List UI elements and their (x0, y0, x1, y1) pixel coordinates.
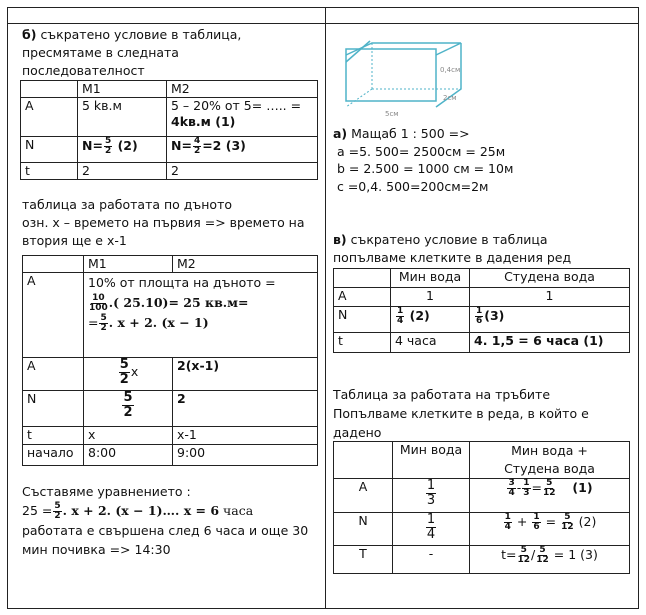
depth-label: 2см (443, 94, 457, 102)
header-cell (21, 81, 78, 98)
cell (393, 479, 470, 513)
fraction (518, 546, 531, 565)
text: .( 25.10)= 25 кв.м= (108, 295, 249, 310)
text-line: мин почивка => 14:30 (22, 542, 171, 557)
cell: 9:00 (173, 445, 318, 466)
numerator: 1 (533, 512, 540, 522)
numerator: 1 (397, 306, 404, 316)
part-v-table (333, 268, 630, 353)
cell: 2 (78, 163, 167, 180)
text-line: таблица за работата по дъното (22, 197, 233, 212)
numerator: 5 (564, 512, 571, 522)
denominator: 2 (119, 372, 129, 387)
box-diagram (340, 40, 470, 125)
fraction (426, 479, 436, 508)
row-label: начало (23, 445, 84, 466)
height-label: 0,4см (440, 66, 461, 74)
text-line: Таблица за работата на тръбите (333, 387, 551, 402)
numerator: 1 (523, 478, 530, 488)
cell (84, 273, 318, 358)
text: N= (171, 138, 192, 153)
denominator: 6 (533, 522, 540, 532)
denominator: 100 (89, 303, 108, 313)
header-cell: M1 (84, 256, 173, 273)
text: (2) (409, 308, 430, 323)
cell: 1 (391, 288, 470, 307)
row-label: A (334, 288, 391, 307)
text: + (516, 514, 528, 529)
text-line: съкратено условие в таблица (350, 232, 548, 247)
fraction (53, 502, 61, 521)
header-cell (334, 442, 393, 479)
numerator: 5 (104, 136, 112, 146)
cell (470, 307, 630, 333)
numerator: 1 (504, 512, 511, 522)
part-b-text (22, 26, 241, 80)
cell (470, 479, 630, 513)
numerator: 1 (426, 478, 436, 493)
text: =2 (3) (202, 138, 246, 153)
fraction (99, 314, 107, 333)
denominator: 2 (100, 323, 107, 333)
text-line: Попълваме клетките в реда, в който е (333, 406, 589, 421)
part-b-line: последователност (22, 63, 145, 78)
denominator: 6 (476, 316, 483, 326)
cell (393, 513, 470, 546)
part-b-table (20, 80, 318, 180)
fraction (543, 479, 556, 498)
text-line: дадено (333, 425, 382, 440)
header-cell (470, 442, 630, 479)
cell (470, 546, 630, 574)
header-row-divider (7, 23, 638, 24)
text-line: попълваме клетките в дадения ред (333, 250, 572, 265)
cell: 1 (470, 288, 630, 307)
denominator: 12 (561, 522, 574, 532)
row-label: N (334, 307, 391, 333)
numerator: 4 (193, 136, 201, 146)
header-cell: Студена вода (470, 269, 630, 288)
text: Мин вода + (511, 443, 588, 458)
part-b-line: съкратено условие в таблица, (40, 27, 242, 42)
fraction (396, 307, 404, 326)
denominator: 2 (123, 405, 133, 420)
denominator: 2 (104, 146, 112, 156)
pipes-table (333, 441, 630, 574)
denominator: 2 (193, 146, 201, 156)
text-line: Съставяме уравнението : (22, 484, 191, 499)
text: (3) (484, 308, 505, 323)
text: = (88, 315, 99, 330)
text: . x + 2. (x − 1) (108, 315, 209, 330)
cell (391, 307, 470, 333)
fraction (522, 479, 530, 498)
text: t= (501, 547, 517, 562)
cell: 8:00 (84, 445, 173, 466)
text: = 1 (3) (553, 547, 598, 562)
cell-line: 5 – 20% от 5= ….. = (171, 98, 302, 113)
cell: 2 (173, 391, 318, 427)
fraction (119, 358, 130, 387)
numerator: 10 (92, 293, 105, 303)
row-label: A (21, 98, 78, 137)
header-cell (334, 269, 391, 288)
row-label: A (334, 479, 393, 513)
cell: 5 kв.м (78, 98, 167, 137)
text: (2) (117, 138, 138, 153)
cell: x (84, 427, 173, 445)
cell: 2 (167, 163, 318, 180)
text-line: a =5. 500= 2500см = 25м (336, 143, 506, 159)
pipes-text (333, 385, 589, 442)
fraction (89, 294, 108, 313)
denominator: 3 (426, 493, 436, 508)
row-label: t (334, 333, 391, 353)
fraction (507, 479, 515, 498)
fraction (426, 513, 436, 542)
width-label: 5см (385, 110, 399, 118)
fraction (122, 391, 133, 420)
part-b-line: пресмятаме в следната (22, 45, 179, 60)
text: Студена вода (504, 461, 595, 476)
denominator: 4 (426, 527, 436, 542)
denominator: 4 (508, 488, 515, 498)
text: = (531, 480, 542, 495)
text-line: b = 2.500 = 1000 см = 10м (336, 161, 514, 176)
cell (84, 358, 173, 391)
header-cell: M2 (173, 256, 318, 273)
numerator: 1 (426, 512, 436, 527)
numerator: 5 (119, 357, 129, 372)
denominator: 12 (536, 555, 549, 565)
cell (470, 513, 630, 546)
denominator: 4 (397, 316, 404, 326)
denominator: 3 (523, 488, 530, 498)
numerator: 5 (546, 478, 553, 488)
fraction (536, 546, 549, 565)
denominator: 2 (54, 511, 61, 521)
cell-line: 4kв.м (1) (171, 114, 236, 129)
numerator: 1 (476, 306, 483, 316)
column-divider (325, 7, 326, 608)
text: . x + 2. (x − 1)…. x = 6 (62, 503, 220, 518)
header-cell: Мин вода (391, 269, 470, 288)
denominator: 12 (542, 488, 556, 498)
row-label: N (21, 137, 78, 163)
cell (84, 391, 173, 427)
text: - (516, 480, 522, 495)
fraction (193, 137, 201, 156)
text-line: c =0,4. 500=200см=2м (336, 178, 489, 194)
cell: x-1 (173, 427, 318, 445)
numerator: 3 (508, 478, 515, 488)
text: Мащаб 1 : 500 => (351, 126, 470, 141)
floor-table (22, 255, 318, 466)
row-label: A (23, 358, 84, 391)
fraction (561, 513, 574, 532)
row-label: N (334, 513, 393, 546)
row-label: N (23, 391, 84, 427)
cell: - (393, 546, 470, 574)
header-cell: M2 (167, 81, 318, 98)
fraction (104, 137, 112, 156)
numerator: 5 (539, 545, 546, 555)
text-line: втория ще е х-1 (22, 233, 127, 248)
text: часа (223, 503, 254, 518)
cell (167, 98, 318, 137)
cell: 4. 1,5 = 6 часа (1) (470, 333, 630, 353)
header-cell: Мин вода (393, 442, 470, 479)
row-label: T (334, 546, 393, 574)
cell (167, 137, 318, 163)
text-line: работата е свършена след 6 часа и още 30 (22, 523, 309, 538)
numerator: 5 (520, 545, 527, 555)
header-cell: M1 (78, 81, 167, 98)
fraction (532, 513, 540, 532)
text: N= (82, 138, 103, 153)
cell (78, 137, 167, 163)
text: 25 = (22, 503, 53, 518)
text: 10% от площта на дъното = (88, 275, 276, 290)
cell: 2(x-1) (173, 358, 318, 391)
text: (2) (578, 514, 597, 529)
part-a-label: а) (333, 126, 348, 141)
numerator: 5 (123, 390, 133, 405)
row-label: t (21, 163, 78, 180)
box-front-face (346, 49, 436, 101)
text: x (130, 364, 139, 379)
row-label: A (23, 273, 84, 358)
header-cell (23, 256, 84, 273)
part-a-text (333, 125, 513, 195)
equation-block (22, 482, 308, 559)
fraction (475, 307, 483, 326)
row-label: t (23, 427, 84, 445)
part-v-text (333, 231, 571, 267)
denominator: 12 (517, 555, 531, 565)
text: = (545, 514, 557, 529)
numerator: 5 (100, 313, 107, 323)
denominator: 4 (504, 522, 511, 532)
floor-text (22, 196, 305, 250)
fraction (504, 513, 512, 532)
text: / (531, 547, 536, 562)
part-v-label: в) (333, 232, 347, 247)
part-b-label: б) (22, 27, 37, 42)
text: (1) (572, 480, 593, 495)
cell: 4 часа (391, 333, 470, 353)
numerator: 5 (54, 501, 61, 511)
text-line: озн. х – времето на първия => времето на (22, 215, 305, 230)
